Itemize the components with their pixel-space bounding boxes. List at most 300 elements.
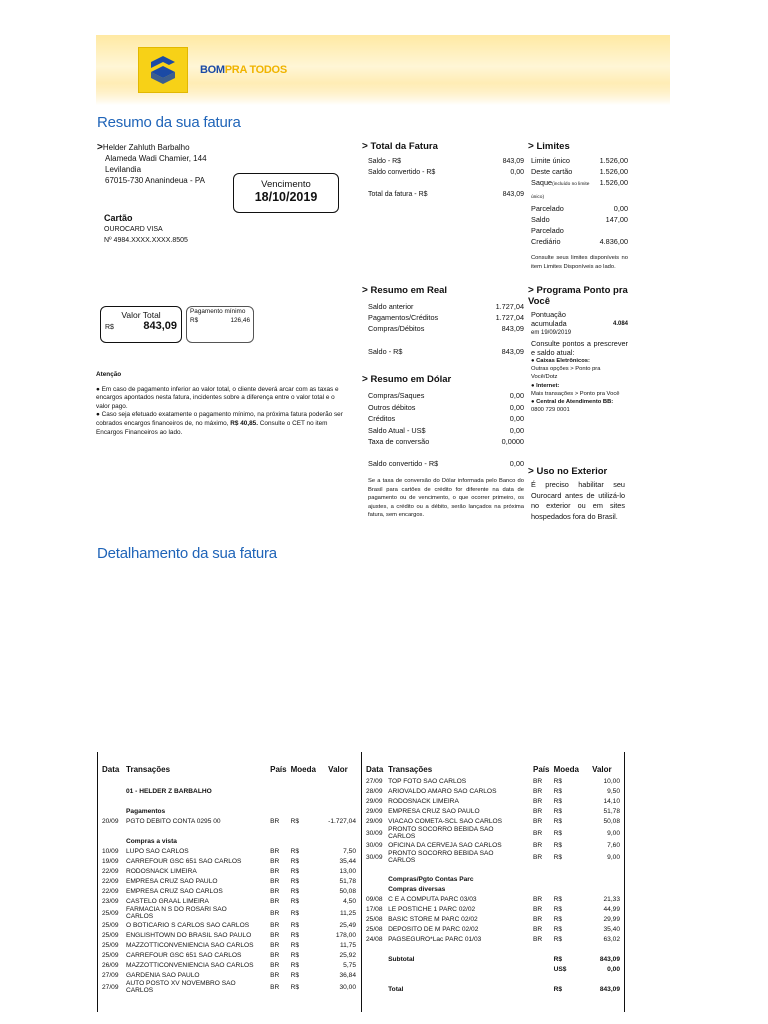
attention-text-1: Em caso de pagamento inferior ao valor total, o cliente deverá arcar com as taxas e encargos apontados nesta fatura, incidentes sobre a diferença entre o valor total e o valor pago. bbox=[96, 385, 339, 410]
table-row bbox=[100, 806, 358, 816]
value-cell bbox=[582, 884, 622, 894]
resumo-real-row bbox=[368, 323, 524, 334]
transaction-cell: GARDENIA SAO PAULO bbox=[126, 971, 200, 979]
value-cell bbox=[318, 776, 358, 786]
bullet-icon: ● bbox=[96, 411, 102, 419]
country-cell: BR bbox=[270, 817, 280, 825]
resumo-dolar-row bbox=[368, 402, 524, 414]
value-cell bbox=[318, 786, 358, 796]
currency-cell: R$ bbox=[290, 951, 300, 959]
transaction-cell: MAZZOTTICONVENIENCIA SAO CARLOS bbox=[126, 961, 254, 969]
transaction-cell: RODOSNACK LIMEIRA bbox=[388, 797, 459, 805]
ponto-value: 4.084 bbox=[612, 321, 628, 327]
col-header-trans: Transações bbox=[388, 764, 433, 774]
country-cell: BR bbox=[270, 909, 280, 917]
date-cell: 25/09 bbox=[102, 951, 119, 959]
country-cell: BR bbox=[532, 807, 543, 815]
right-transactions-table bbox=[364, 762, 622, 994]
row-label: Compras/Débitos bbox=[368, 324, 425, 333]
value-cell: 50,08 bbox=[603, 817, 620, 825]
table-row bbox=[364, 934, 622, 944]
transaction-cell bbox=[386, 944, 531, 954]
transaction-cell: TOP FOTO SAO CARLOS bbox=[388, 777, 467, 785]
currency-cell: R$ bbox=[290, 941, 300, 949]
date-cell bbox=[100, 836, 124, 846]
value-cell: 35,44 bbox=[339, 857, 356, 865]
transaction-cell: BASIC STORE M PARC 02/02 bbox=[388, 915, 478, 923]
internet-title: Internet: bbox=[536, 382, 560, 389]
date-cell: 29/09 bbox=[366, 817, 383, 825]
row-value: 843,09 bbox=[501, 347, 524, 356]
country-cell: BR bbox=[270, 921, 280, 929]
transaction-cell bbox=[124, 826, 268, 836]
table-row bbox=[100, 856, 358, 866]
total-fatura-row bbox=[368, 189, 524, 200]
transaction-cell: Pagamentos bbox=[126, 807, 166, 815]
row-value: 4.836,00 bbox=[599, 237, 628, 246]
transaction-cell: Total bbox=[388, 985, 404, 993]
transaction-cell bbox=[124, 980, 268, 994]
transaction-cell bbox=[124, 796, 268, 806]
country-cell: BR bbox=[532, 787, 543, 795]
value-cell bbox=[582, 874, 622, 884]
transaction-line: CARLOS bbox=[126, 987, 154, 994]
table-row bbox=[364, 984, 622, 994]
table-row bbox=[364, 776, 622, 786]
currency-cell: R$ bbox=[290, 877, 300, 885]
dolar-note: Se a taxa de conversão do Dólar informada pelo Banco do Brasil para cartões de crédito for diferente na data de pagamento ou de vencimento, o que ocorrer primeiro, os ajustes, a crédito ou a débito, serão lançados na próxima fatura, sem encargos. bbox=[368, 478, 524, 519]
transaction-cell: LE POSTICHE 1 PARC 02/02 bbox=[388, 905, 476, 913]
currency-cell: R$ bbox=[553, 955, 562, 963]
country-cell: BR bbox=[532, 895, 543, 903]
transaction-cell bbox=[386, 974, 531, 984]
date-cell: 23/09 bbox=[102, 897, 119, 905]
table-row bbox=[100, 796, 358, 806]
value-cell: 36,84 bbox=[339, 971, 356, 979]
date-cell bbox=[364, 974, 386, 984]
row-value: 843,09 bbox=[501, 324, 524, 333]
resumo-dolar-title: Resumo em Dólar bbox=[370, 374, 452, 385]
value-cell: 21,33 bbox=[603, 895, 620, 903]
value-cell: 44,99 bbox=[603, 905, 620, 913]
exterior-block bbox=[528, 466, 625, 522]
row-value: 843,09 bbox=[502, 158, 524, 165]
table-row bbox=[364, 806, 622, 816]
currency-cell bbox=[289, 836, 318, 846]
brand-part1: BOM bbox=[200, 64, 225, 76]
transaction-cell: ENGLISHTOWN DO BRASIL SAO PAULO bbox=[126, 931, 252, 939]
table-row bbox=[100, 846, 358, 856]
date-cell bbox=[100, 826, 124, 836]
col-header-valor: Valor bbox=[592, 764, 612, 774]
transaction-cell bbox=[386, 826, 531, 840]
ponto-row bbox=[531, 310, 628, 329]
date-cell bbox=[364, 964, 386, 974]
row-label: Limite único bbox=[531, 156, 570, 165]
country-cell: BR bbox=[270, 983, 280, 991]
table-row bbox=[364, 850, 622, 864]
resumo-real-row bbox=[368, 312, 524, 323]
currency-cell bbox=[289, 806, 318, 816]
table-row bbox=[364, 864, 622, 874]
bullet-icon: ● bbox=[531, 382, 537, 389]
minimum-payment-box bbox=[186, 306, 254, 343]
country-cell bbox=[268, 826, 288, 836]
card-block bbox=[104, 213, 244, 246]
table-row bbox=[100, 866, 358, 876]
resumo-dolar-row bbox=[368, 458, 524, 470]
country-cell bbox=[268, 786, 288, 796]
row-value: 0,0000 bbox=[501, 437, 524, 446]
table-border-left bbox=[97, 752, 98, 1012]
date-cell: 28/09 bbox=[366, 787, 383, 795]
country-cell bbox=[531, 964, 552, 974]
value-cell: 30,00 bbox=[339, 983, 356, 991]
currency-cell bbox=[289, 786, 318, 796]
currency-cell: R$ bbox=[553, 905, 562, 913]
bullet-icon: ● bbox=[531, 399, 537, 406]
table-row bbox=[364, 826, 622, 840]
transaction-cell: LUPO SAO CARLOS bbox=[126, 847, 189, 855]
table-row bbox=[364, 796, 622, 806]
bank-logo bbox=[138, 47, 188, 93]
ponto-title: Programa Ponto pra Você bbox=[528, 285, 628, 307]
row-label: Pagamentos/Créditos bbox=[368, 313, 439, 322]
bullet-icon: ● bbox=[531, 358, 537, 364]
country-cell bbox=[531, 984, 552, 994]
value-cell: 51,78 bbox=[339, 877, 356, 885]
country-cell: BR bbox=[270, 951, 280, 959]
currency-cell: R$ bbox=[553, 777, 562, 785]
date-cell bbox=[364, 874, 386, 884]
limites-row bbox=[531, 177, 628, 203]
total-currency: R$ bbox=[105, 324, 114, 331]
table-row bbox=[364, 944, 622, 954]
attention-title: Atenção bbox=[96, 371, 122, 378]
date-cell bbox=[100, 806, 124, 816]
col-header-valor: Valor bbox=[328, 764, 348, 774]
country-cell: BR bbox=[270, 897, 280, 905]
caixas-text: Outras opções > Ponto pra Você/Dotz bbox=[531, 366, 601, 381]
minimum-currency: R$ bbox=[190, 317, 199, 324]
currency-cell: R$ bbox=[290, 887, 300, 895]
resumo-dolar-row bbox=[368, 390, 524, 402]
currency-cell bbox=[552, 944, 582, 954]
currency-cell bbox=[289, 796, 318, 806]
value-cell: 11,25 bbox=[339, 909, 356, 917]
ponto-block bbox=[528, 285, 628, 414]
table-row bbox=[100, 816, 358, 826]
row-value: 1.526,00 bbox=[599, 156, 628, 165]
currency-cell: R$ bbox=[290, 961, 300, 969]
brand-part2: PRA TODOS bbox=[224, 64, 287, 76]
minimum-value: 126,46 bbox=[230, 317, 250, 324]
ponto-date: em 19/09/2019 bbox=[531, 330, 572, 336]
date-cell: 25/09 bbox=[102, 909, 119, 917]
transaction-line: CARLOS bbox=[126, 913, 154, 920]
value-cell: 14,10 bbox=[603, 797, 620, 805]
transaction-cell: EMPRESA CRUZ SAO PAULO bbox=[126, 877, 218, 885]
left-transactions-table bbox=[100, 762, 358, 994]
country-cell: BR bbox=[532, 797, 543, 805]
table-row bbox=[100, 980, 358, 994]
table-row bbox=[364, 884, 622, 894]
country-cell: BR bbox=[532, 829, 543, 837]
resumo-real-row bbox=[368, 346, 524, 357]
chevron-right-icon: > bbox=[362, 285, 368, 296]
value-cell: 5,75 bbox=[343, 961, 356, 969]
limites-row bbox=[531, 214, 628, 236]
value-cell: 29,99 bbox=[603, 915, 620, 923]
central-phone: 0800 729 0001 bbox=[531, 407, 570, 414]
table-row bbox=[100, 940, 358, 950]
currency-cell bbox=[552, 864, 582, 874]
brand-slogan bbox=[200, 64, 287, 76]
country-cell bbox=[268, 776, 288, 786]
row-value: 0,00 bbox=[509, 425, 524, 435]
row-label: Saldo anterior bbox=[368, 302, 414, 311]
country-cell: BR bbox=[532, 853, 543, 861]
date-cell bbox=[100, 786, 124, 796]
due-label: Vencimento bbox=[261, 179, 311, 190]
exterior-text: É preciso habilitar seu Ourocard antes de utilizá-lo no exterior ou em sites hospedados fora do Brasil. bbox=[531, 480, 625, 521]
date-cell: 25/09 bbox=[102, 941, 119, 949]
table-row bbox=[100, 886, 358, 896]
row-label: Deste cartão bbox=[531, 167, 573, 176]
row-value: 0,00 bbox=[509, 458, 524, 468]
transaction-cell bbox=[386, 964, 531, 974]
row-label: Compras/Saques bbox=[368, 391, 425, 400]
internet-text: Mais transações > Ponto pra Você bbox=[531, 390, 620, 397]
right-table-body bbox=[364, 776, 622, 994]
chevron-right-icon: > bbox=[362, 141, 368, 152]
transaction-cell: MAZZOTTICONVENIENCIA SAO CARLOS bbox=[126, 941, 254, 949]
date-cell: 30/09 bbox=[366, 853, 383, 861]
table-row bbox=[100, 950, 358, 960]
row-value: 843,09 bbox=[502, 191, 524, 198]
currency-cell: R$ bbox=[553, 841, 562, 849]
country-cell bbox=[268, 796, 288, 806]
resumo-real-title: Resumo em Real bbox=[370, 285, 448, 296]
currency-cell: R$ bbox=[290, 931, 300, 939]
currency-cell: R$ bbox=[553, 915, 562, 923]
date-cell: 27/09 bbox=[102, 983, 119, 991]
caixas-title: Caixas Eletrônicos: bbox=[536, 358, 590, 364]
currency-cell: R$ bbox=[290, 897, 300, 905]
currency-cell: R$ bbox=[553, 853, 562, 861]
table-row bbox=[364, 894, 622, 904]
limites-row bbox=[531, 236, 628, 247]
value-cell: 63,02 bbox=[603, 935, 620, 943]
currency-cell: R$ bbox=[290, 857, 300, 865]
row-label: Taxa de conversão bbox=[368, 437, 430, 446]
transaction-cell: EMPRESA CRUZ SAO CARLOS bbox=[126, 887, 223, 895]
row-label: Saldo convertido - R$ bbox=[368, 169, 436, 176]
resumo-dolar-row bbox=[368, 425, 524, 437]
value-cell: 13,00 bbox=[339, 867, 356, 875]
transaction-cell: C E A COMPUTA PARC 03/03 bbox=[388, 895, 477, 903]
row-label: Saldo - R$ bbox=[368, 347, 403, 356]
date-cell bbox=[100, 796, 124, 806]
total-fatura-row bbox=[368, 167, 524, 178]
holder-address3: 67015-730 Ananindeua - PA bbox=[105, 176, 205, 185]
date-cell bbox=[100, 776, 124, 786]
col-header-data: Data bbox=[102, 764, 120, 774]
row-label: Saldo Atual - US$ bbox=[368, 425, 426, 435]
country-cell: BR bbox=[270, 887, 280, 895]
value-cell bbox=[318, 836, 358, 846]
date-cell: 22/09 bbox=[102, 877, 119, 885]
transaction-line: PRONTO SOCORRO BEBIDA SAO bbox=[388, 850, 494, 857]
value-cell: 7,50 bbox=[343, 847, 356, 855]
transaction-cell: PGTO DEBITO CONTA 0295 00 bbox=[126, 817, 221, 825]
total-fatura-block bbox=[362, 141, 524, 200]
value-cell: 10,00 bbox=[603, 777, 620, 785]
summary-title: Resumo da sua fatura bbox=[97, 114, 241, 131]
date-cell bbox=[364, 954, 386, 964]
row-value: 0,00 bbox=[613, 204, 628, 213]
country-cell: BR bbox=[532, 915, 543, 923]
currency-cell: R$ bbox=[553, 895, 562, 903]
chevron-right-icon: > bbox=[362, 374, 368, 385]
currency-cell: R$ bbox=[553, 985, 562, 993]
minimum-label: Pagamento mínimo bbox=[190, 308, 246, 315]
currency-cell: R$ bbox=[553, 787, 562, 795]
value-cell: 9,00 bbox=[607, 829, 620, 837]
row-label: Saldo convertido - R$ bbox=[368, 458, 439, 468]
country-cell bbox=[268, 806, 288, 816]
attention-amount: R$ 40,85. bbox=[230, 419, 258, 427]
limites-row bbox=[531, 203, 628, 214]
row-value: 1.526,00 bbox=[599, 167, 628, 176]
transaction-cell: O BOTICARIO S CARLOS SAO CARLOS bbox=[126, 921, 250, 929]
date-cell: 25/08 bbox=[366, 915, 383, 923]
transaction-cell bbox=[124, 906, 268, 920]
date-cell: 27/09 bbox=[366, 777, 383, 785]
currency-cell: R$ bbox=[290, 847, 300, 855]
table-row bbox=[364, 840, 622, 850]
table-row bbox=[364, 964, 622, 974]
currency-cell: R$ bbox=[553, 797, 562, 805]
value-cell bbox=[318, 796, 358, 806]
ponto-consult: Consulte pontos a prescrever e saldo atual: bbox=[531, 339, 628, 357]
left-table-body bbox=[100, 776, 358, 994]
table-row bbox=[100, 786, 358, 796]
transaction-line: AUTO POSTO XV NOVEMBRO SAO bbox=[126, 980, 236, 987]
country-cell: BR bbox=[532, 777, 543, 785]
currency-cell: R$ bbox=[290, 971, 300, 979]
date-cell bbox=[364, 944, 386, 954]
value-cell: 9,00 bbox=[607, 853, 620, 861]
limites-note: Consulte seus limites disponíveis no item Limites Disponíveis ao lado. bbox=[531, 255, 628, 270]
transaction-line: CARLOS bbox=[388, 833, 416, 840]
transaction-cell bbox=[386, 864, 531, 874]
row-label: Saque bbox=[531, 178, 553, 187]
country-cell: BR bbox=[532, 905, 543, 913]
transaction-cell: 01 - HELDER Z BARBALHO bbox=[126, 787, 212, 795]
resumo-dolar-row bbox=[368, 436, 524, 448]
value-cell: 25,49 bbox=[339, 921, 356, 929]
value-cell bbox=[582, 864, 622, 874]
country-cell: BR bbox=[270, 931, 280, 939]
date-cell: 09/08 bbox=[366, 895, 383, 903]
date-cell: 30/09 bbox=[366, 841, 383, 849]
value-cell: 0,00 bbox=[607, 965, 620, 973]
card-type: OUROCARD VISA bbox=[104, 226, 163, 233]
row-value: 147,00 bbox=[605, 215, 628, 224]
country-cell bbox=[531, 874, 552, 884]
value-cell: 9,50 bbox=[607, 787, 620, 795]
card-number: Nº 4984.XXXX.XXXX.8505 bbox=[104, 237, 188, 244]
table-row bbox=[364, 816, 622, 826]
transaction-cell: EMPRESA CRUZ SAO PAULO bbox=[388, 807, 480, 815]
value-cell: 843,09 bbox=[599, 985, 620, 993]
limites-block bbox=[528, 141, 628, 271]
country-cell: BR bbox=[270, 877, 280, 885]
limites-title: Limites bbox=[536, 141, 570, 152]
transaction-cell: VIACAO COMETA-SCL SAO CARLOS bbox=[388, 817, 503, 825]
currency-cell bbox=[552, 884, 582, 894]
transaction-cell: Compras/Pgto Contas Parc bbox=[388, 875, 474, 883]
date-cell: 22/09 bbox=[102, 887, 119, 895]
currency-cell: R$ bbox=[290, 909, 300, 917]
country-cell: BR bbox=[532, 925, 543, 933]
currency-cell: R$ bbox=[290, 983, 300, 991]
chevron-right-icon: > bbox=[528, 285, 534, 296]
currency-cell: R$ bbox=[290, 817, 300, 825]
resumo-dolar-block bbox=[362, 374, 524, 520]
date-cell bbox=[364, 884, 386, 894]
limites-row bbox=[531, 166, 628, 177]
country-cell: BR bbox=[270, 847, 280, 855]
currency-cell: R$ bbox=[553, 807, 562, 815]
value-cell: 50,08 bbox=[339, 887, 356, 895]
transaction-cell: DEPOSITO DE M PARC 02/02 bbox=[388, 925, 479, 933]
row-value: 0,00 bbox=[509, 391, 524, 400]
col-header-pais: País bbox=[270, 764, 287, 774]
chevron-right-icon: > bbox=[528, 141, 534, 152]
date-cell: 10/09 bbox=[102, 847, 119, 855]
country-cell bbox=[531, 864, 552, 874]
currency-cell bbox=[552, 874, 582, 884]
value-cell bbox=[318, 806, 358, 816]
value-cell: 11,75 bbox=[339, 941, 356, 949]
country-cell bbox=[531, 944, 552, 954]
date-cell: 25/09 bbox=[102, 931, 119, 939]
country-cell: BR bbox=[270, 857, 280, 865]
date-cell: 24/08 bbox=[366, 935, 383, 943]
exterior-title: Uso no Exterior bbox=[536, 466, 608, 477]
table-row bbox=[364, 874, 622, 884]
bullet-icon: ● bbox=[96, 385, 102, 393]
row-label: Outros débitos bbox=[368, 402, 416, 412]
row-value: 1.727,04 bbox=[495, 313, 524, 322]
row-value: 0,00 bbox=[509, 402, 524, 412]
currency-cell bbox=[289, 776, 318, 786]
total-value-box bbox=[100, 306, 182, 343]
transaction-cell: CARREFOUR GSC 651 SAO CARLOS bbox=[126, 951, 242, 959]
attention-item-1 bbox=[96, 386, 343, 412]
row-sublabel: (incluído no limite único) bbox=[531, 182, 590, 200]
row-value: 0,00 bbox=[510, 169, 524, 176]
table-row bbox=[100, 826, 358, 836]
transaction-cell: Subtotal bbox=[388, 955, 415, 963]
chevron-right-icon: > bbox=[528, 466, 534, 477]
transaction-cell: CASTELO GRAAL LIMEIRA bbox=[126, 897, 209, 905]
currency-cell bbox=[552, 974, 582, 984]
currency-cell bbox=[289, 826, 318, 836]
value-cell: 25,92 bbox=[339, 951, 356, 959]
